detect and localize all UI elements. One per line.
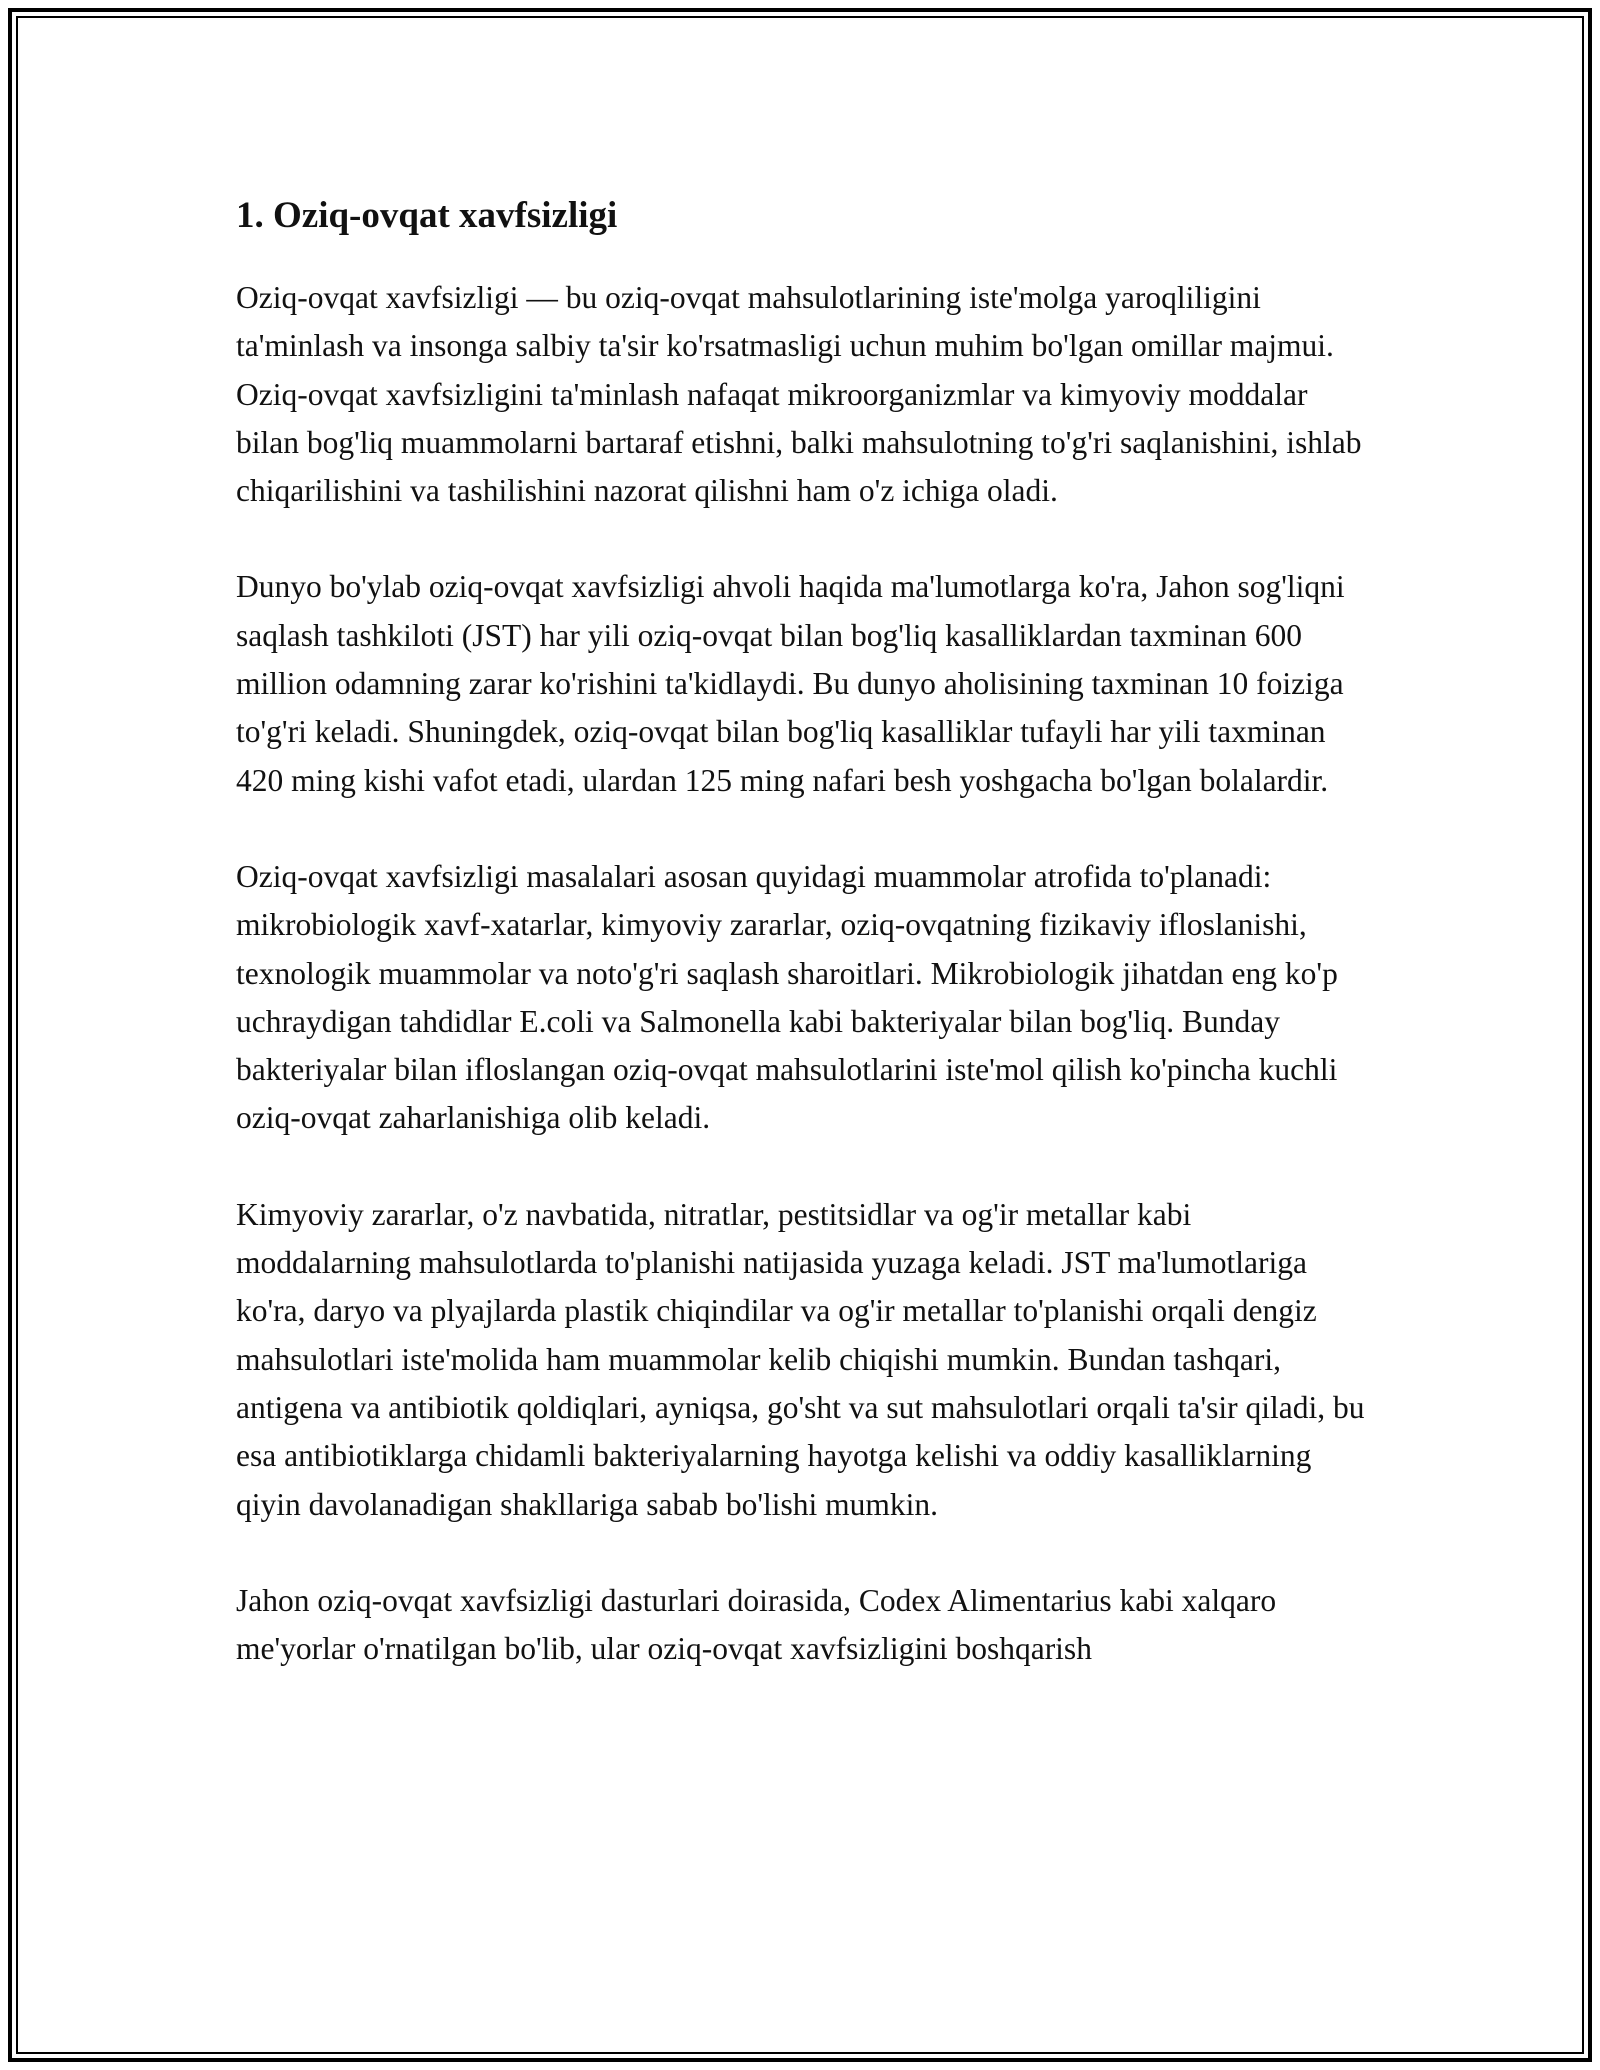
paragraph-2: Dunyo bo'ylab oziq-ovqat xavfsizligi ahvoli haqida ma'lumotlarga ko'ra, Jahon sog'liqni saqlash tashkiloti (JST) har yili oziq-ovqat bilan bog'liq kasalliklardan taxminan 600 million odamning zarar ko'rishini ta'kidlaydi. Bu dunyo aholisining taxminan 10 foiziga to'g'ri keladi. Shuningdek, oziq-ovqat bilan bog'liq kasalliklar tufayli har yili taxminan 420 ming kishi vafot etadi, ulardan 125 ming nafari besh yoshgacha bo'lgan bolalardir. — [236, 569, 1345, 798]
paragraph-1: Oziq-ovqat xavfsizligi — bu oziq-ovqat mahsulotlarining iste'molga yaroqliligini ta'minlash va insonga salbiy ta'sir ko'rsatmasligi uchun muhim bo'lgan omillar majmui. Oziq-ovqat xavfsizligini ta'minlash nafaqat mikroorganizmlar va kimyoviy moddalar bilan bog'liq muammolarni bartaraf etishni, balki mahsulotning to'g'ri saqlanishini, ishlab chiqarilishini va tashilishini nazorat qilishni ham o'z ichiga oladi. — [236, 280, 1362, 509]
document-page — [236, 188, 1366, 1721]
paragraph-4: Kimyoviy zararlar, o'z navbatida, nitratlar, pestitsidlar va og'ir metallar kabi moddalarning mahsulotlarda to'planishi natijasida yuzaga keladi. JST ma'lumotlariga ko'ra, daryo va plyajlarda plastik chiqindilar va og'ir metallar to'planishi orqali dengiz mahsulotlari iste'molida ham muammolar kelib chiqishi mumkin. Bundan tashqari, antigena va antibiotik qoldiqlari, ayniqsa, go'sht va sut mahsulotlari orqali ta'sir qiladi, bu esa antibiotiklarga chidamli bakteriyalarning hayotga kelishi va oddiy kasalliklarning qiyin davolanadigan shakllariga sabab bo'lishi mumkin. — [236, 1196, 1365, 1522]
paragraph-3: Oziq-ovqat xavfsizligi masalalari asosan quyidagi muammolar atrofida to'planadi: mikrobiologik xavf-xatarlar, kimyoviy zararlar, oziq-ovqatning fizikaviy ifloslanishi, texnologik muammolar va noto'g'ri saqlash sharoitlari. Mikrobiologik jihatdan eng ko'p uchraydigan tahdidlar E.coli va Salmonella kabi bakteriyalar bilan bog'liq. Bunday bakteriyalar bilan ifloslangan oziq-ovqat mahsulotlarini iste'mol qilish ko'pincha kuchli oziq-ovqat zaharlanishiga olib keladi. — [236, 858, 1338, 1136]
section-title: 1. Oziq-ovqat xavfsizligi — [236, 195, 618, 236]
paragraph-5: Jahon oziq-ovqat xavfsizligi dasturlari doirasida, Codex Alimentarius kabi xalqaro me'yorlar o'rnatilgan bo'lib, ular oziq-ovqat xavfsizligini boshqarish — [236, 1582, 1277, 1667]
